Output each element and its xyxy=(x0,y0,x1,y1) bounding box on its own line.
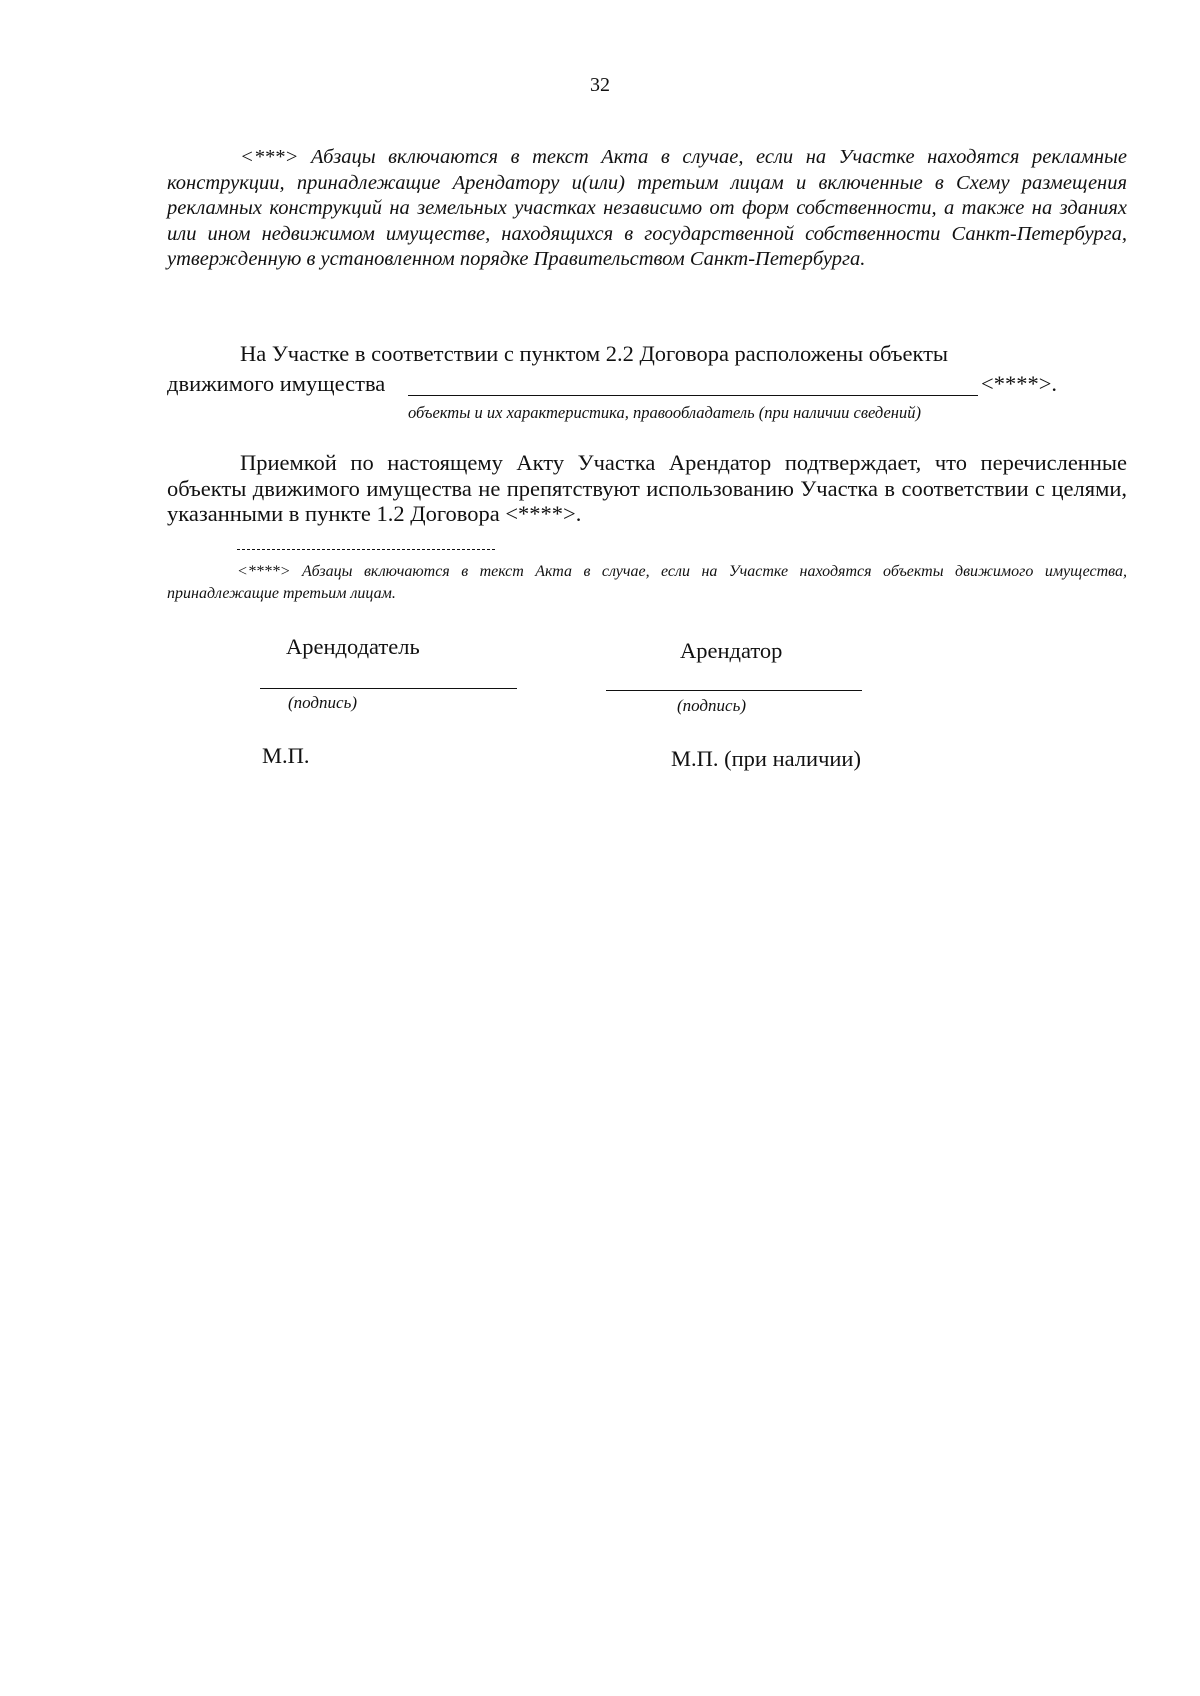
landlord-stamp: М.П. xyxy=(262,743,310,768)
footnote-marker-4: <****>. xyxy=(981,371,1058,396)
tenant-label: Арендатор xyxy=(680,638,783,663)
field-caption: объекты и их характеристика, правообладатель (при наличии сведений) xyxy=(408,403,921,422)
footnote-3: <***> Абзацы включаются в текст Акта в случае, если на Участке находятся рекламные конструкции, принадлежащие Арендатору и(или) третьим лицам и включенные в Схему размещения рекламных конструкций на земельных участках независимо от форм собственности, а также на зданиях или ином недвижимом имуществе, находящихся в государственной собственности Санкт-Петербурга, утвержденную в установленном порядке Правительством Санкт-Петербурга. xyxy=(167,146,1127,270)
landlord-signature-caption: (подпись) xyxy=(288,693,357,712)
landlord-label: Арендодатель xyxy=(286,634,420,659)
page-number: 32 xyxy=(590,74,610,96)
tenant-stamp: М.П. (при наличии) xyxy=(671,746,861,771)
footnote-4: <****> Абзацы включаются в текст Акта в случае, если на Участке находятся объекты движимого имущества, принадлежащие третьим лицам. xyxy=(167,563,1127,602)
landlord-signature-line xyxy=(260,688,517,689)
paragraph-1-line-2-label: движимого имущества xyxy=(167,371,386,396)
tenant-signature-line xyxy=(606,690,862,691)
tenant-signature-caption: (подпись) xyxy=(677,696,746,715)
footnote-divider xyxy=(237,549,495,550)
movable-property-field-line xyxy=(408,395,978,396)
paragraph-2: Приемкой по настоящему Акту Участка Арендатор подтверждает, что перечисленные объекты движимого имущества не препятствуют использованию Участка в соответствии с целями, указанными в пункте 1.2 Договора <****>. xyxy=(167,450,1127,526)
paragraph-1-line-1: На Участке в соответствии с пунктом 2.2 Договора расположены объекты xyxy=(240,341,949,366)
